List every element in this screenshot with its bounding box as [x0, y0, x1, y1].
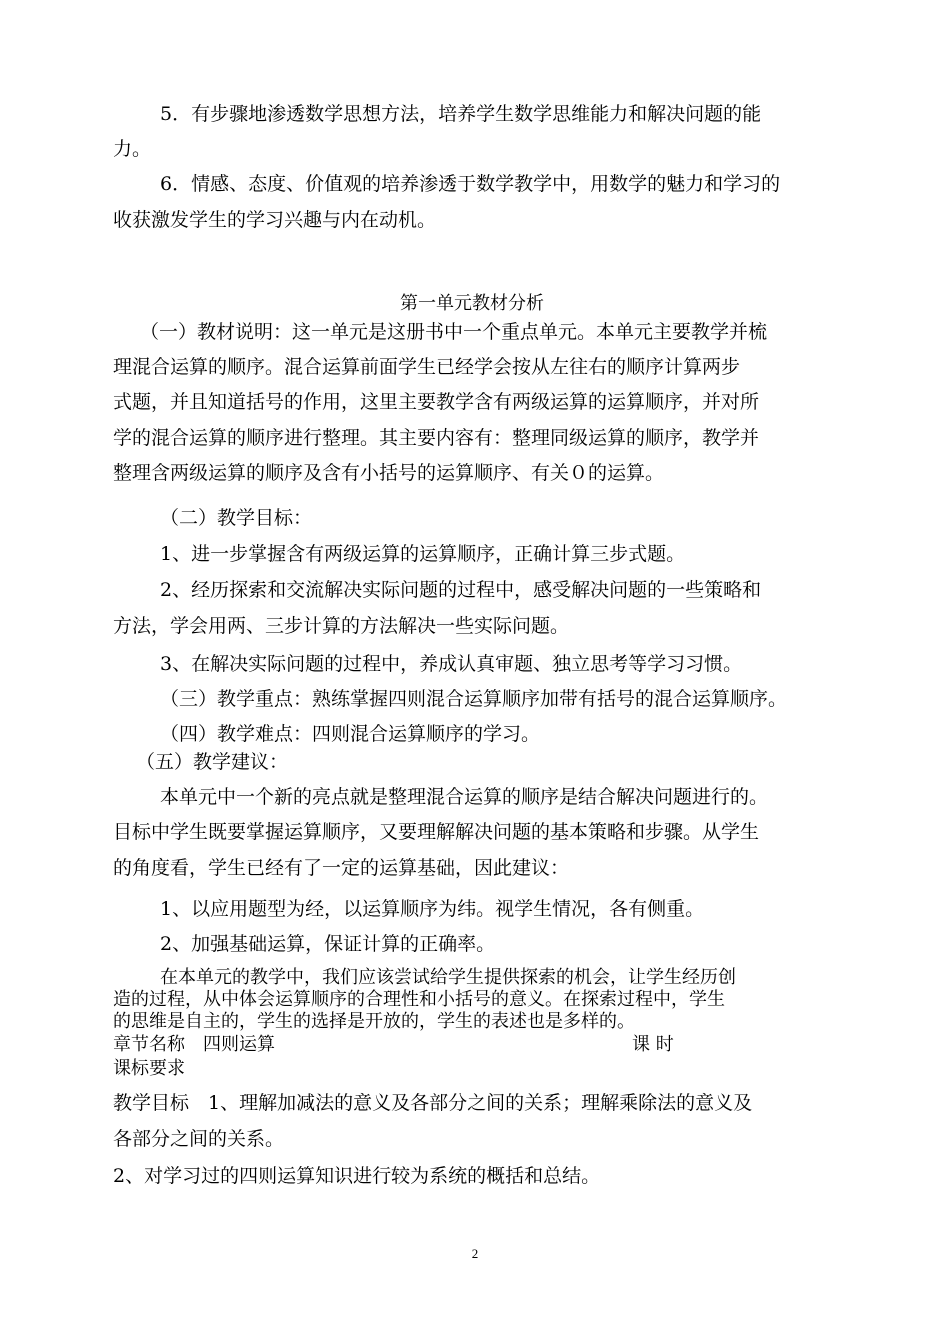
paragraph-line: 2、对学习过的四则运算知识进行较为系统的概括和总结。 [113, 1165, 601, 1187]
paragraph-line: 2、加强基础运算，保证计算的正确率。 [160, 933, 496, 955]
paragraph-line: 教学目标 1、理解加减法的意义及各部分之间的关系；理解乘除法的意义及 [113, 1092, 753, 1114]
paragraph-line: 本单元中一个新的亮点就是整理混合运算的顺序是结合解决问题进行的。 [160, 786, 769, 808]
paragraph-line: 整理含两级运算的顺序及含有小括号的运算顺序、有关０的运算。 [113, 462, 665, 484]
paragraph-line: 2、经历探索和交流解决实际问题的过程中，感受解决问题的一些策略和 [160, 579, 762, 601]
paragraph-line: 目标中学生既要掌握运算顺序，又要理解解决问题的基本策略和步骤。从学生 [113, 821, 760, 843]
paragraph-line: 各部分之间的关系。 [113, 1128, 285, 1150]
paragraph-line: 3、在解决实际问题的过程中，养成认真审题、独立思考等学习习惯。 [160, 653, 743, 675]
paragraph-line: 式题，并且知道括号的作用，这里主要教学含有两级运算的运算顺序，并对所 [113, 391, 760, 413]
page-number: 2 [471, 1246, 479, 1261]
paragraph-line: 学的混合运算的顺序进行整理。其主要内容有：整理同级运算的顺序，教学并 [113, 427, 760, 449]
paragraph-line: （四）教学难点：四则混合运算顺序的学习。 [160, 723, 541, 745]
paragraph-line: 5．有步骤地渗透数学思想方法，培养学生数学思维能力和解决问题的能 [160, 103, 762, 125]
paragraph-line: 理混合运算的顺序。混合运算前面学生已经学会按从左往右的顺序计算两步 [113, 356, 741, 378]
chapter-name-label: 章节名称 四则运算 [113, 1034, 275, 1055]
paragraph-line: （一）教材说明：这一单元是这册书中一个重点单元。本单元主要教学并梳 [140, 321, 768, 343]
paragraph-line: （五）教学建议： [136, 751, 289, 773]
paragraph-line: 的角度看，学生已经有了一定的运算基础，因此建议： [113, 857, 570, 879]
paragraph-line: （二）教学目标： [160, 507, 313, 529]
paragraph-line: 的思维是自主的，学生的选择是开放的，学生的表述也是多样的。 [113, 1011, 635, 1032]
paragraph-line: 收获激发学生的学习兴趣与内在动机。 [113, 209, 437, 231]
curriculum-requirements-label: 课标要求 [113, 1058, 185, 1079]
paragraph-line: 在本单元的教学中，我们应该尝试给学生提供探索的机会，让学生经历创 [160, 967, 736, 988]
section-title: 第一单元教材分析 [400, 293, 544, 314]
paragraph-line: 力。 [113, 138, 152, 160]
paragraph-line: 6．情感、态度、价值观的培养渗透于数学教学中，用数学的魅力和学习的 [160, 173, 781, 195]
paragraph-line: （三）教学重点：熟练掌握四则混合运算顺序加带有括号的混合运算顺序。 [160, 688, 788, 710]
class-hours-label: 课 时 [632, 1034, 674, 1055]
paragraph-line: 造的过程，从中体会运算顺序的合理性和小括号的意义。在探索过程中，学生 [113, 989, 725, 1010]
paragraph-line: 方法，学会用两、三步计算的方法解决一些实际问题。 [113, 615, 570, 637]
paragraph-line: 1、进一步掌握含有两级运算的运算顺序，正确计算三步式题。 [160, 543, 686, 565]
paragraph-line: 1、以应用题型为经，以运算顺序为纬。视学生情况，各有侧重。 [160, 898, 705, 920]
